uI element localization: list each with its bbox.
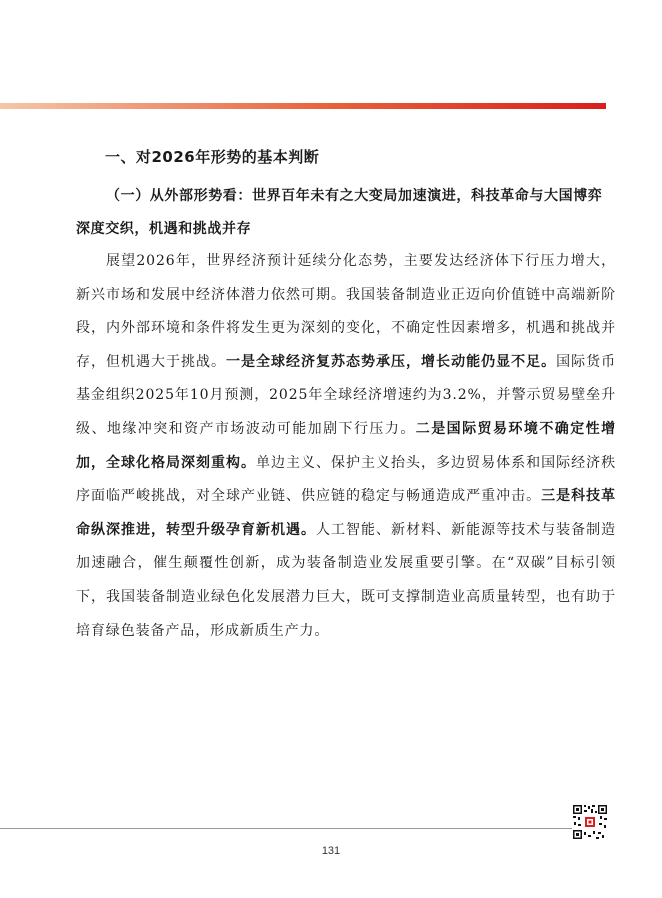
key-point-3: 三是科技革命纵深推进，转型升级孕育新机遇。 bbox=[76, 488, 617, 538]
page-number: 131 bbox=[321, 845, 341, 857]
section-heading: 一、对2026年形势的基本判断 bbox=[105, 148, 320, 166]
sub-heading: （一）从外部形势看：世界百年未有之大变局加速演进，科技革命与大国博弈深度交织，机遇和挑战并存 bbox=[76, 188, 603, 237]
body-paragraph bbox=[76, 245, 616, 648]
paragraph-text-4: 人工智能、新材料、新能源等技术与装备制造加速融合，催生颠覆性创新，成为装备制造业发展重要引擎。在“双碳”目标引领下，我国装备制造业绿色化发展潜力巨大，既可支撑制造业高质量转型，也有助于培育绿色装备产品，形成新质生产力。 bbox=[76, 521, 616, 639]
paragraph-text-2: 国际货币基金组织2025年10月预测，2025年全球经济增速约为3.2%，并警示贸易壁垒升级、地缘冲突和资产市场波动可能加剧下行压力。 bbox=[76, 353, 617, 437]
key-point-2: 二是国际贸易环境不确定性增加，全球化格局深刻重构。 bbox=[76, 420, 616, 471]
header-accent-bar bbox=[0, 103, 606, 109]
qr-code-icon[interactable] bbox=[572, 804, 608, 840]
paragraph-text-3: 单边主义、保护主义抬头，多边贸易体系和国际经济秩序面临严峻挑战，对全球产业链、供应链的稳定与畅通造成严重冲击。 bbox=[76, 454, 616, 505]
key-point-1: 一是全球经济复苏态势承压，增长动能仍显不足。 bbox=[226, 353, 557, 370]
footer-rule bbox=[0, 828, 572, 829]
paragraph-text-1: 展望2026年，世界经济预计延续分化态势，主要发达经济体下行压力增大，新兴市场和发展中经济体潜力依然可期。我国装备制造业正迈向价值链中高端新阶段，内外部环境和条件将发生更为深刻的变化，不确定性因素增多，机遇和挑战并存，但机遇大于挑战。 bbox=[76, 253, 616, 370]
